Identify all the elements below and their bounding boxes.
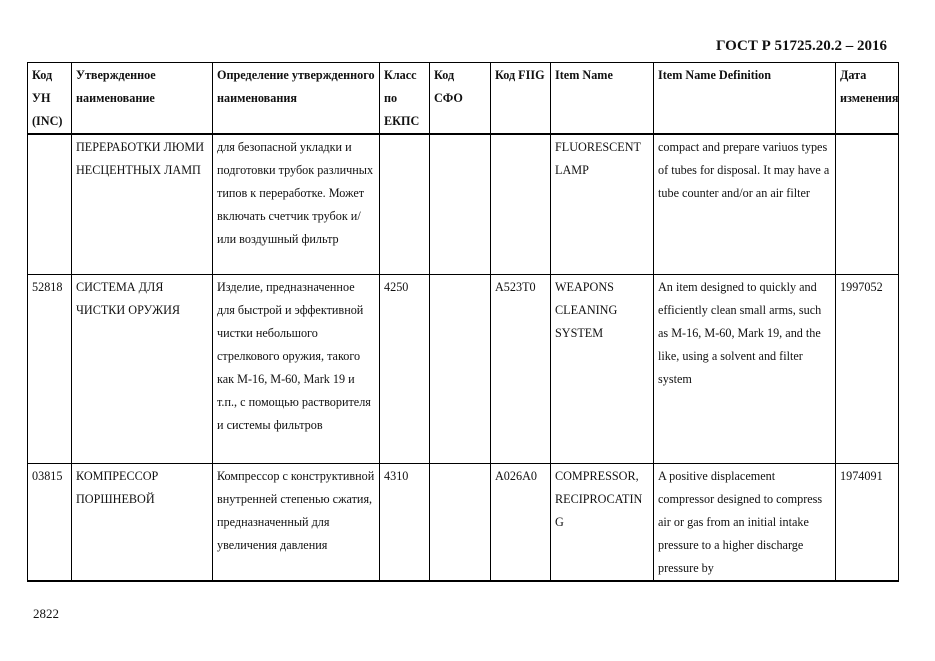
table-row [28, 274, 899, 463]
column-header-sfo: Код СФО [430, 63, 491, 135]
cell-name: ПЕРЕРАБОТКИ ЛЮМИНЕСЦЕНТНЫХ ЛАМП [72, 134, 213, 274]
table-row [28, 463, 899, 581]
cell-item-name: WEAPONS CLEANING SYSTEM [551, 274, 654, 463]
cell-class: 4250 [380, 274, 430, 463]
cell-item-name: COMPRESSOR, RECIPROCATING [551, 463, 654, 581]
cell-item-name: FLUORESCENT LAMP [551, 134, 654, 274]
cell-name: СИСТЕМА ДЛЯ ЧИСТКИ ОРУЖИЯ [72, 274, 213, 463]
column-header-class: Класс по ЕКПС [380, 63, 430, 135]
table-row [28, 134, 899, 274]
column-header-fiig: Код FIIG [491, 63, 551, 135]
catalog-table [27, 62, 899, 582]
cell-inc: 03815 [28, 463, 72, 581]
cell-name: КОМПРЕССОР ПОРШНЕВОЙ [72, 463, 213, 581]
cell-fiig: A026A0 [491, 463, 551, 581]
cell-sfo [430, 134, 491, 274]
cell-inc: 52818 [28, 274, 72, 463]
column-header-name: Утвержденное наименование [72, 63, 213, 135]
column-header-definition: Определение утвержденного наименования [213, 63, 380, 135]
cell-sfo [430, 274, 491, 463]
column-header-item-definition: Item Name Definition [654, 63, 836, 135]
cell-item-definition: An item designed to quickly and efficiently clean small arms, such as M-16, M-60, Mark 19, and the like, using a solvent and filter system [654, 274, 836, 463]
cell-date: 1974091 [836, 463, 899, 581]
cell-definition: для безопасной укладки и подготовки трубок различных типов к переработке. Может включать счетчик трубок и/или воздушный фильтр [213, 134, 380, 274]
column-header-date: Дата изменения [836, 63, 899, 135]
cell-fiig: A523T0 [491, 274, 551, 463]
cell-inc [28, 134, 72, 274]
column-header-item-name: Item Name [551, 63, 654, 135]
cell-date: 1997052 [836, 274, 899, 463]
column-header-inc: Код УН (INC) [28, 63, 72, 135]
cell-class: 4310 [380, 463, 430, 581]
cell-item-definition: compact and prepare variuos types of tubes for disposal. It may have a tube counter and/or an air filter [654, 134, 836, 274]
cell-fiig [491, 134, 551, 274]
cell-class [380, 134, 430, 274]
cell-date [836, 134, 899, 274]
cell-definition: Компрессор с конструктивной внутренней степенью сжатия, предназначенный для увеличения давления [213, 463, 380, 581]
cell-item-definition: A positive displacement compressor designed to compress air or gas from an initial intake pressure to a higher discharge pressure by [654, 463, 836, 581]
document-header: ГОСТ Р 51725.20.2 – 2016 [715, 38, 887, 54]
table-header-row [28, 63, 899, 135]
cell-definition: Изделие, предназначенное для быстрой и эффективной чистки небольшого стрелкового оружия, такого как M-16, M-60, Mark 19 и т.п., с помощью растворителя и системы фильтров [213, 274, 380, 463]
page-number: 2822 [33, 606, 59, 621]
cell-sfo [430, 463, 491, 581]
